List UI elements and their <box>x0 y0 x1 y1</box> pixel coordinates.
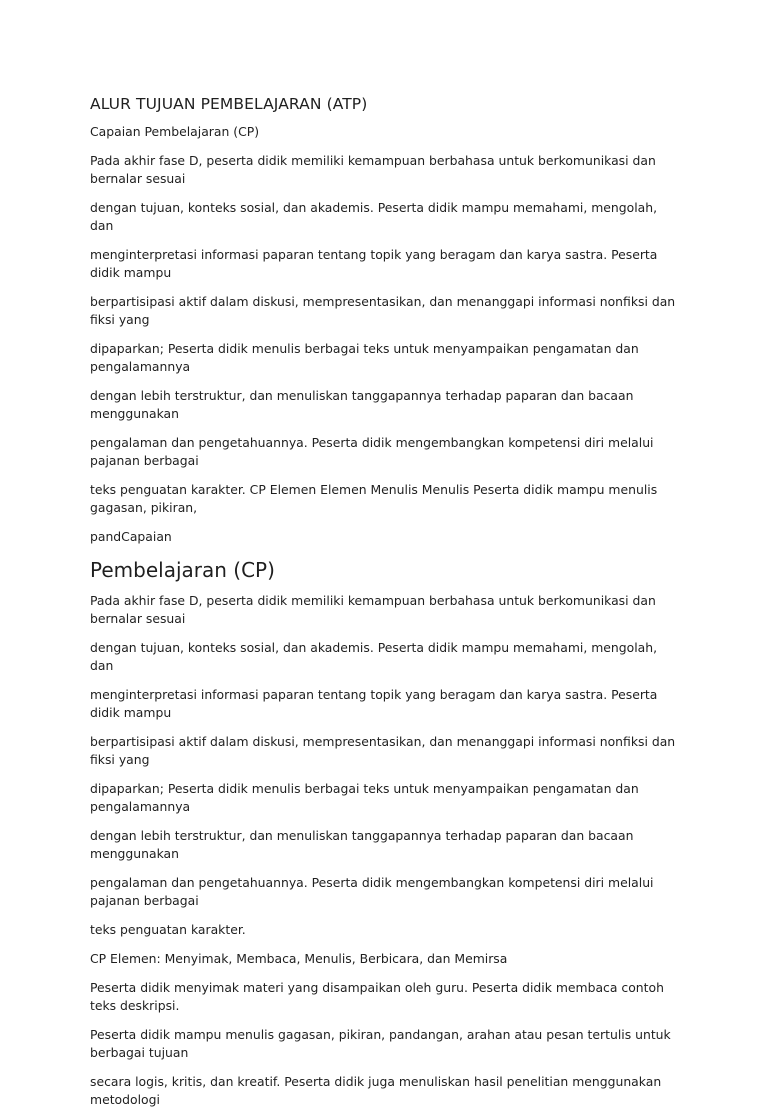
section2-paragraph-12: secara logis, kritis, dan kreatif. Peserta didik juga menuliskan hasil penelitian menggunakan metodologi <box>90 1074 662 1107</box>
section2-paragraph-2: dengan tujuan, konteks sosial, dan akademis. Peserta didik mampu memahami, mengolah, dan <box>90 640 658 673</box>
section1-paragraph-9: pandCapaian <box>90 529 172 544</box>
section1-paragraph-1: Pada akhir fase D, peserta didik memiliki kemampuan berbahasa untuk berkomunikasi dan bernalar sesuai <box>90 153 656 186</box>
section2-paragraph-11: Peserta didik mampu menulis gagasan, pikiran, pandangan, arahan atau pesan tertulis untuk berbagai tujuan <box>90 1027 671 1060</box>
document-content <box>90 94 680 1120</box>
section1-paragraph-6: dengan lebih terstruktur, dan menuliskan tanggapannya terhadap paparan dan bacaan menggunakan <box>90 388 634 421</box>
section2-paragraph-3: menginterpretasi informasi paparan tentang topik yang beragam dan karya sastra. Peserta didik mampu <box>90 687 658 720</box>
section2-paragraph-4: berpartisipasi aktif dalam diskusi, mempresentasikan, dan menanggapi informasi nonfiksi dan fiksi yang <box>90 734 676 767</box>
section1-paragraph-8: teks penguatan karakter. CP Elemen Elemen Menulis Menulis Peserta didik mampu menulis gagasan, pikiran, <box>90 482 658 515</box>
section1-paragraph-4: berpartisipasi aktif dalam diskusi, mempresentasikan, dan menanggapi informasi nonfiksi dan fiksi yang <box>90 294 676 327</box>
section2-paragraph-9: CP Elemen: Menyimak, Membaca, Menulis, Berbicara, dan Memirsa <box>90 951 508 966</box>
section2-paragraph-6: dengan lebih terstruktur, dan menuliskan tanggapannya terhadap paparan dan bacaan menggunakan <box>90 828 634 861</box>
section1-paragraph-2: dengan tujuan, konteks sosial, dan akademis. Peserta didik mampu memahami, mengolah, dan <box>90 200 658 233</box>
section1-paragraph-5: dipaparkan; Peserta didik menulis berbagai teks untuk menyampaikan pengamatan dan pengalamannya <box>90 341 639 374</box>
document-title: ALUR TUJUAN PEMBELAJARAN (ATP) <box>90 95 368 113</box>
section2-paragraph-8: teks penguatan karakter. <box>90 922 246 937</box>
section1-paragraph-3: menginterpretasi informasi paparan tentang topik yang beragam dan karya sastra. Peserta didik mampu <box>90 247 658 280</box>
section2-heading: Pembelajaran (CP) <box>90 558 275 582</box>
section2-paragraph-5: dipaparkan; Peserta didik menulis berbagai teks untuk menyampaikan pengamatan dan pengalamannya <box>90 781 639 814</box>
section2-paragraph-1: Pada akhir fase D, peserta didik memiliki kemampuan berbahasa untuk berkomunikasi dan bernalar sesuai <box>90 593 656 626</box>
section2-paragraph-10: Peserta didik menyimak materi yang disampaikan oleh guru. Peserta didik membaca contoh teks deskripsi. <box>90 980 664 1013</box>
section1-paragraph-7: pengalaman dan pengetahuannya. Peserta didik mengembangkan kompetensi diri melalui pajanan berbagai <box>90 435 654 468</box>
section1-subtitle: Capaian Pembelajaran (CP) <box>90 124 260 139</box>
section2-paragraph-7: pengalaman dan pengetahuannya. Peserta didik mengembangkan kompetensi diri melalui pajanan berbagai <box>90 875 654 908</box>
